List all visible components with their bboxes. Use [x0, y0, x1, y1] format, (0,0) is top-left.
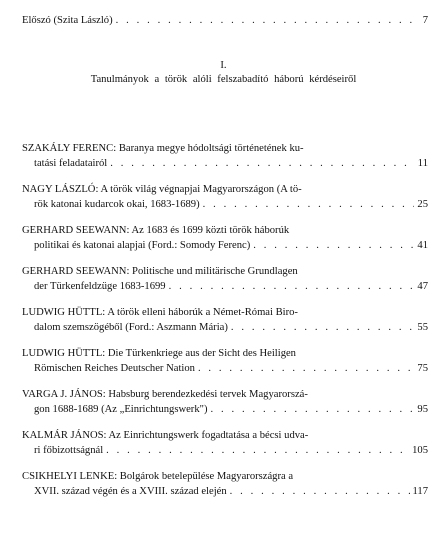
entry-line-1	[22, 223, 428, 238]
toc-entry	[22, 182, 428, 212]
page-number: 117	[412, 486, 428, 497]
entry-text: LUDWIG HÜTTL: Die Türkenkriege aus der Sicht des Heiligen	[22, 348, 296, 359]
entry-line-1	[22, 469, 428, 484]
page-number: 55	[417, 322, 428, 333]
toc-entry	[22, 264, 428, 294]
dot-leader	[203, 197, 415, 212]
toc-entry	[22, 141, 428, 171]
entry-line-1	[22, 264, 428, 279]
entry-line-2	[22, 238, 428, 253]
dot-leader	[116, 13, 420, 28]
toc-line	[22, 13, 428, 28]
page-number: 11	[417, 158, 428, 169]
page-number: 7	[422, 15, 428, 26]
entry-line-1	[22, 305, 428, 320]
entry-line-2	[22, 402, 428, 417]
entry-line-2	[22, 443, 428, 458]
dot-leader	[198, 361, 414, 376]
toc-entry	[22, 387, 428, 417]
dot-leader	[169, 279, 415, 294]
toc-entry	[22, 305, 428, 335]
page-number: 75	[417, 363, 428, 374]
entry-text: NAGY LÁSZLÓ: A török világ végnapjai Magyarországon (A tö-	[22, 184, 302, 195]
toc-entry	[22, 223, 428, 253]
entry-line-1	[22, 182, 428, 197]
page-number: 41	[417, 240, 428, 251]
entry-text: LUDWIG HÜTTL: A török elleni háborúk a Német-Római Biro-	[22, 307, 298, 318]
entry-text: ri főbizottságnál	[34, 445, 104, 456]
entry-text: politikai és katonai alapjai (Ford.: Somody Ferenc)	[34, 240, 251, 251]
page-number: 95	[417, 404, 428, 415]
entry-line-2	[22, 484, 428, 499]
entry-line-1	[22, 387, 428, 402]
section-title: Tanulmányok a török alóli felszabadító háború kérdéseiről	[90, 74, 357, 85]
toc-entry-preface	[22, 13, 428, 28]
entry-text: der Türkenfeldzüge 1683-1699	[34, 281, 166, 292]
section-number: I.	[220, 60, 227, 71]
entry-text: XVII. század végén és a XVIII. század elején	[34, 486, 227, 497]
entry-line-1	[22, 428, 428, 443]
entry-text: KALMÁR JÁNOS: Az Einrichtungswerk fogadtatása a bécsi udva-	[22, 430, 309, 441]
toc-entry	[22, 469, 428, 499]
page-number: 47	[417, 281, 428, 292]
entry-line-1	[22, 141, 428, 156]
entry-text: VARGA J. JÁNOS: Habsburg berendezkedési tervek Magyarorszá-	[22, 389, 308, 400]
entry-text: dalom szemszögéből (Ford.: Aszmann Mária)	[34, 322, 228, 333]
dot-leader	[231, 320, 415, 335]
page-number: 105	[412, 445, 428, 456]
entry-text: gon 1688-1689 (Az „Einrichtungswerk")	[34, 404, 208, 415]
page-number: 25	[417, 199, 428, 210]
entry-line-2	[22, 279, 428, 294]
entry-text: GERHARD SEEWANN: Az 1683 és 1699 közti török háborúk	[22, 225, 290, 236]
entry-text: tatási feladatairól	[34, 158, 108, 169]
entry-text: GERHARD SEEWANN: Politische und militärische Grundlagen	[22, 266, 298, 277]
entry-text: Römischen Reiches Deutscher Nation	[34, 363, 195, 374]
entry-text: CSIKHELYI LENKE: Bolgárok betelepülése Magyarországra a	[22, 471, 294, 482]
dot-leader	[253, 238, 414, 253]
dot-leader	[230, 484, 410, 499]
entry-text: rök katonai kudarcok okai, 1683-1689)	[34, 199, 200, 210]
dot-leader	[211, 402, 415, 417]
entry-line-2	[22, 361, 428, 376]
entry-line-1	[22, 346, 428, 361]
dot-leader	[110, 156, 415, 171]
toc-entry	[22, 346, 428, 376]
entry-line-2	[22, 197, 428, 212]
entry-line-2	[22, 320, 428, 335]
toc-entry	[22, 428, 428, 458]
entry-text: SZAKÁLY FERENC: Baranya megye hódoltsági történetének ku-	[22, 143, 304, 154]
entry-line-2	[22, 156, 428, 171]
dot-leader	[106, 443, 409, 458]
entry-title: Előszó (Szita László)	[22, 15, 113, 26]
